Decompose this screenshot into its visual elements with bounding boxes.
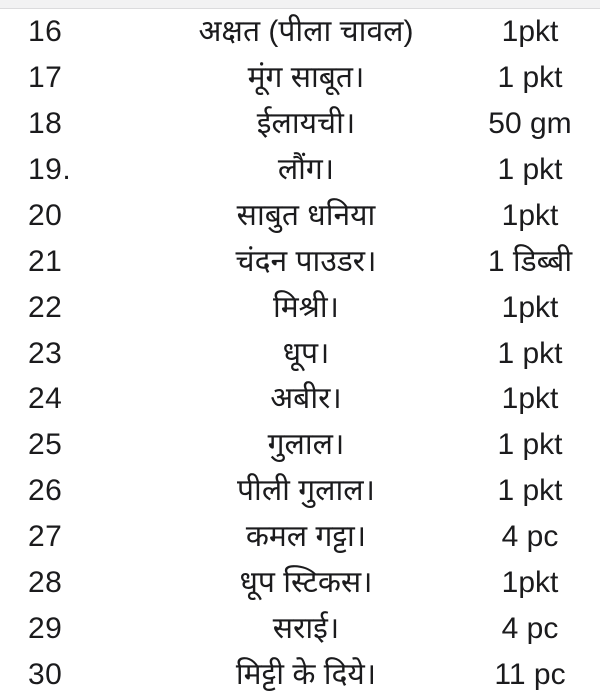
item-name: लौंग। — [277, 152, 335, 186]
item-name: अबीर। — [270, 382, 342, 416]
item-number: 23 — [28, 336, 63, 370]
list-item — [0, 193, 600, 239]
item-name: मिश्री। — [272, 290, 340, 324]
item-name: अक्षत (पीला चावल) — [198, 14, 414, 48]
item-list — [0, 9, 600, 698]
item-name: साबुत धनिया — [236, 198, 376, 232]
list-item — [0, 101, 600, 147]
item-number: 24 — [28, 382, 63, 416]
item-quantity: 1pkt — [501, 566, 559, 600]
item-number: 29 — [28, 612, 63, 646]
item-name: धूप स्टिकस। — [239, 566, 373, 600]
item-quantity: 1pkt — [501, 382, 559, 416]
item-quantity: 1 pkt — [497, 60, 563, 94]
list-item — [0, 239, 600, 285]
item-number: 27 — [28, 520, 63, 554]
list-item — [0, 652, 600, 698]
item-number: 16 — [28, 14, 63, 48]
list-item — [0, 331, 600, 377]
item-number: 18 — [28, 106, 63, 140]
top-divider — [0, 0, 600, 9]
item-quantity: 1pkt — [501, 290, 559, 324]
item-quantity: 1 pkt — [497, 336, 563, 370]
list-item — [0, 55, 600, 101]
item-name: चंदन पाउडर। — [235, 244, 377, 278]
item-quantity: 4 pc — [501, 520, 559, 554]
item-quantity: 1 डिब्बी — [487, 244, 573, 278]
item-number: 30 — [28, 658, 63, 692]
list-item — [0, 377, 600, 423]
item-number: 20 — [28, 198, 63, 232]
item-quantity: 11 pc — [494, 658, 566, 692]
list-item — [0, 560, 600, 606]
item-quantity: 50 gm — [488, 106, 572, 140]
item-name: ईलायची। — [256, 106, 356, 140]
list-item — [0, 468, 600, 514]
item-number: 28 — [28, 566, 63, 600]
item-number: 19. — [28, 152, 72, 186]
list-item — [0, 422, 600, 468]
list-item — [0, 147, 600, 193]
item-quantity: 1pkt — [501, 198, 559, 232]
item-quantity: 1 pkt — [497, 428, 563, 462]
item-number: 25 — [28, 428, 63, 462]
item-quantity: 1 pkt — [497, 152, 563, 186]
item-name: मिट्टी के दिये। — [235, 658, 377, 692]
item-name: कमल गट्टा। — [245, 520, 367, 554]
list-item — [0, 285, 600, 331]
list-item — [0, 9, 600, 55]
item-number: 17 — [28, 60, 63, 94]
item-name: सराई। — [272, 612, 340, 646]
list-item — [0, 606, 600, 652]
item-name: धूप। — [282, 336, 330, 370]
list-item — [0, 514, 600, 560]
item-quantity: 4 pc — [501, 612, 559, 646]
item-name: मूंग साबूत। — [247, 60, 365, 94]
item-name: गुलाल। — [267, 428, 345, 462]
item-number: 21 — [28, 244, 63, 278]
item-quantity: 1pkt — [501, 14, 559, 48]
item-number: 22 — [28, 290, 63, 324]
item-number: 26 — [28, 474, 63, 508]
item-name: पीली गुलाल। — [237, 474, 375, 508]
item-quantity: 1 pkt — [497, 474, 563, 508]
